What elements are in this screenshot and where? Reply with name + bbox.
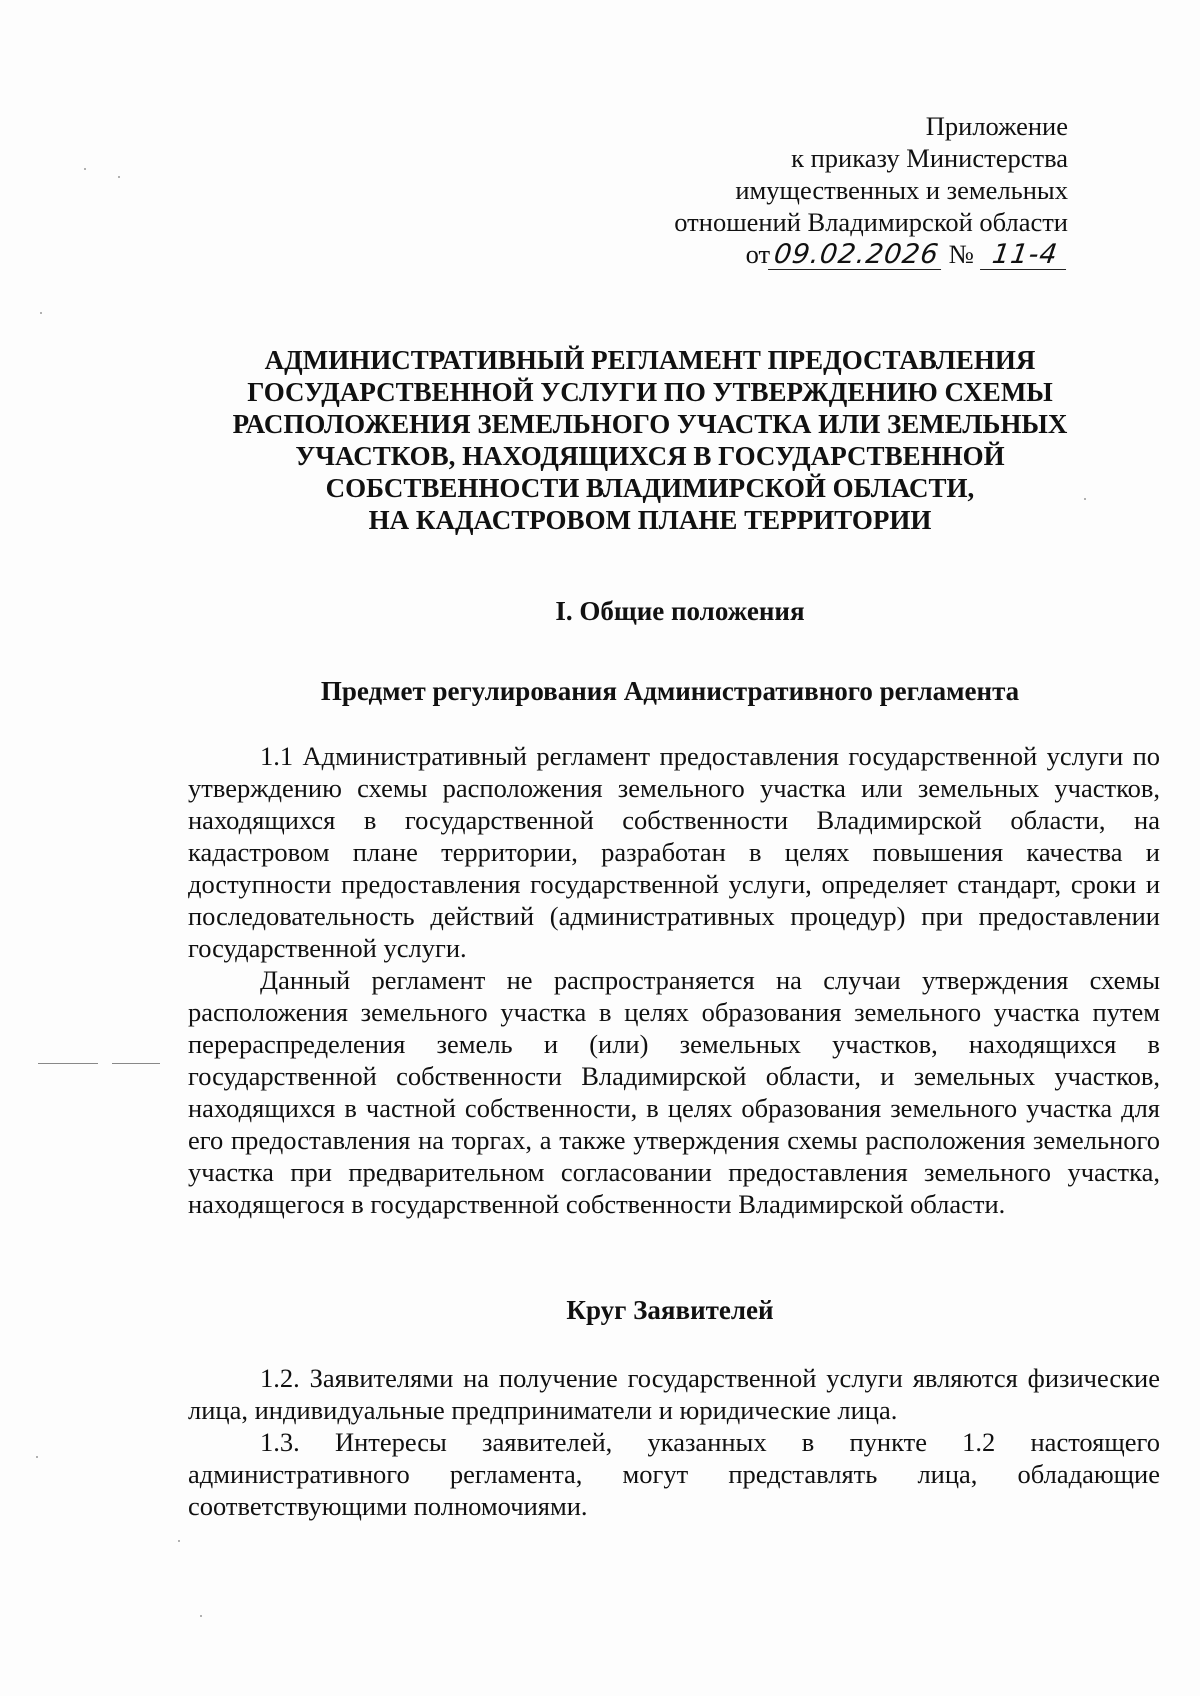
section-heading-general: I. Общие положения <box>555 596 805 626</box>
paragraph-1-2: 1.2. Заявителями на получение государственной услуги являются физические лица, индивидуальные предприниматели и юридические лица. <box>188 1363 1160 1425</box>
title-line: СОБСТВЕННОСТИ ВЛАДИМИРСКОЙ ОБЛАСТИ, <box>325 473 975 503</box>
paragraph-1-1-continuation: Данный регламент не распространяется на случаи утверждения схемы расположения земельного участка в целях образования земельного участка путем перераспределения земель и (или) земельных участков, находящихся в государственной собственности Владимирской области, и земельных участков, находящихся в частной собственности, в целях образования земельного участка для его предоставления на торгах, а также утверждения схемы расположения земельного участка при предварительном согласовании предоставления земельного участка, находящегося в государственной собственности Владимирской области. <box>188 965 1160 1219</box>
title-line: АДМИНИСТРАТИВНЫЙ РЕГЛАМЕНТ ПРЕДОСТАВЛЕНИЯ <box>264 345 1036 375</box>
handwritten-date: 09.02.2026 <box>768 241 945 270</box>
scan-speck <box>36 1456 38 1458</box>
document-title <box>150 344 1150 536</box>
title-line: НА КАДАСТРОВОМ ПЛАНЕ ТЕРРИТОРИИ <box>368 505 932 535</box>
scan-speck <box>84 168 86 170</box>
paragraph-1-3: 1.3. Интересы заявителей, указанных в пункте 1.2 настоящего административного регламента, могут представлять лица, обладающие соответствующими полномочиями. <box>188 1427 1160 1521</box>
scan-line <box>38 1063 98 1064</box>
title-line: РАСПОЛОЖЕНИЯ ЗЕМЕЛЬНОГО УЧАСТКА ИЛИ ЗЕМЕЛЬНЫХ <box>232 409 1068 439</box>
header-order-ref: к приказу Министерства <box>791 143 1068 173</box>
scan-speck <box>118 176 120 178</box>
header-region: отношений Владимирской области <box>674 207 1068 237</box>
subsection-heading-applicants: Круг Заявителей <box>566 1295 774 1325</box>
paragraph-1-1: 1.1 Административный регламент предоставления государственной услуги по утверждению схемы расположения земельного участка или земельных участков, находящихся в государственной собственности Владимирской области, на кадастровом плане территории, разработан в целях повышения качества и доступности предоставления государственной услуги, определяет стандарт, сроки и последовательность действий (административных процедур) при предоставлении государственной услуги. <box>188 741 1160 963</box>
approval-header <box>674 110 1068 270</box>
header-ministry: имущественных и земельных <box>735 175 1068 205</box>
paragraph-block-2 <box>188 1362 1160 1522</box>
paragraph-block-1 <box>188 740 1160 1220</box>
subsection-heading-subject: Предмет регулирования Административного регламента <box>320 676 1020 706</box>
title-line: УЧАСТКОВ, НАХОДЯЩИХСЯ В ГОСУДАРСТВЕННОЙ <box>295 441 1005 471</box>
scan-speck <box>200 1615 202 1617</box>
handwritten-number: 11-4 <box>980 241 1070 270</box>
scan-line <box>112 1063 160 1064</box>
number-prefix: № <box>948 239 974 269</box>
header-appendix: Приложение <box>925 111 1068 141</box>
title-line: ГОСУДАРСТВЕННОЙ УСЛУГИ ПО УТВЕРЖДЕНИЮ СХЕМЫ <box>247 377 1053 407</box>
date-prefix: от <box>745 239 771 269</box>
scan-speck <box>40 312 42 314</box>
header-date-number <box>674 238 1068 270</box>
scan-speck <box>178 1540 180 1542</box>
